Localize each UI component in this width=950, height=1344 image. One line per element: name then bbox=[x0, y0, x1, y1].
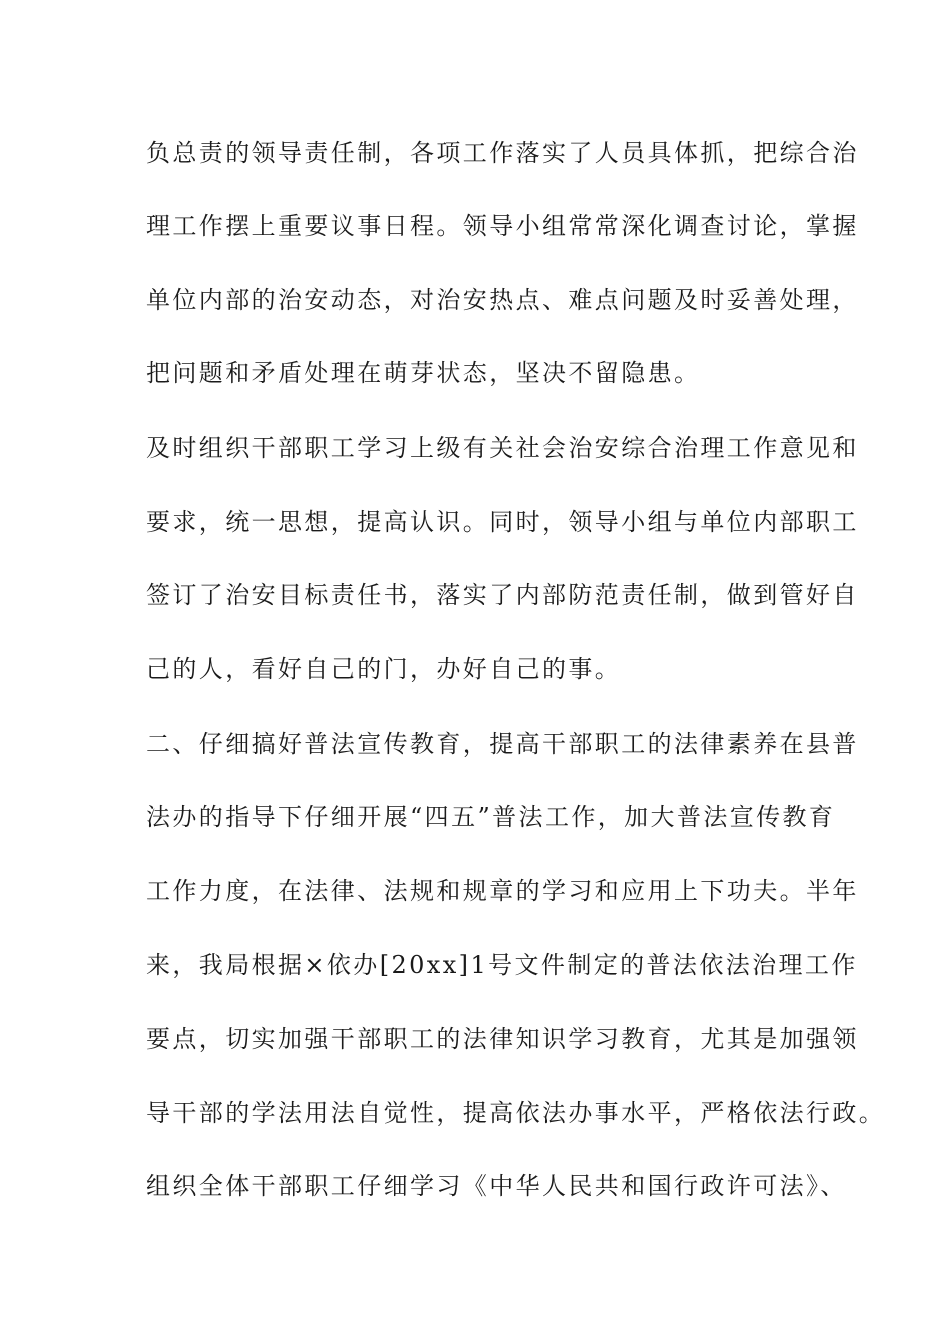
text-line: 己的人，看好自己的门，办好自己的事。 bbox=[146, 655, 622, 683]
text-line: 理工作摆上重要议事日程。领导小组常常深化调查讨论，掌握 bbox=[146, 212, 859, 240]
text-line: 二、仔细搞好普法宣传教育，提高干部职工的法律素养在县普 bbox=[146, 730, 859, 758]
text-line: 签订了治安目标责任书，落实了内部防范责任制，做到管好自 bbox=[146, 581, 859, 609]
text-line: 法办的指导下仔细开展“四五”普法工作，加大普法宣传教育 bbox=[146, 803, 836, 831]
text-line: 要求，统一思想，提高认识。同时，领导小组与单位内部职工 bbox=[146, 508, 859, 536]
text-line: 工作力度，在法律、法规和规章的学习和应用上下功夫。半年 bbox=[146, 877, 859, 905]
text-line: 组织全体干部职工仔细学习《中华人民共和国行政许可法》、 bbox=[146, 1172, 847, 1200]
text-line: 来，我局根据×依办[20xx]1号文件制定的普法依法治理工作 bbox=[146, 951, 858, 979]
text-line: 把问题和矛盾处理在萌芽状态，坚决不留隐患。 bbox=[146, 359, 701, 387]
text-line: 单位内部的治安动态，对治安热点、难点问题及时妥善处理， bbox=[146, 286, 859, 314]
text-line: 负总责的领导责任制，各项工作落实了人员具体抓，把综合治 bbox=[146, 139, 859, 167]
text-line: 及时组织干部职工学习上级有关社会治安综合治理工作意见和 bbox=[146, 434, 859, 462]
text-line: 要点，切实加强干部职工的法律知识学习教育，尤其是加强领 bbox=[146, 1025, 859, 1053]
text-line: 导干部的学法用法自觉性，提高依法办事水平，严格依法行政。 bbox=[146, 1099, 886, 1127]
